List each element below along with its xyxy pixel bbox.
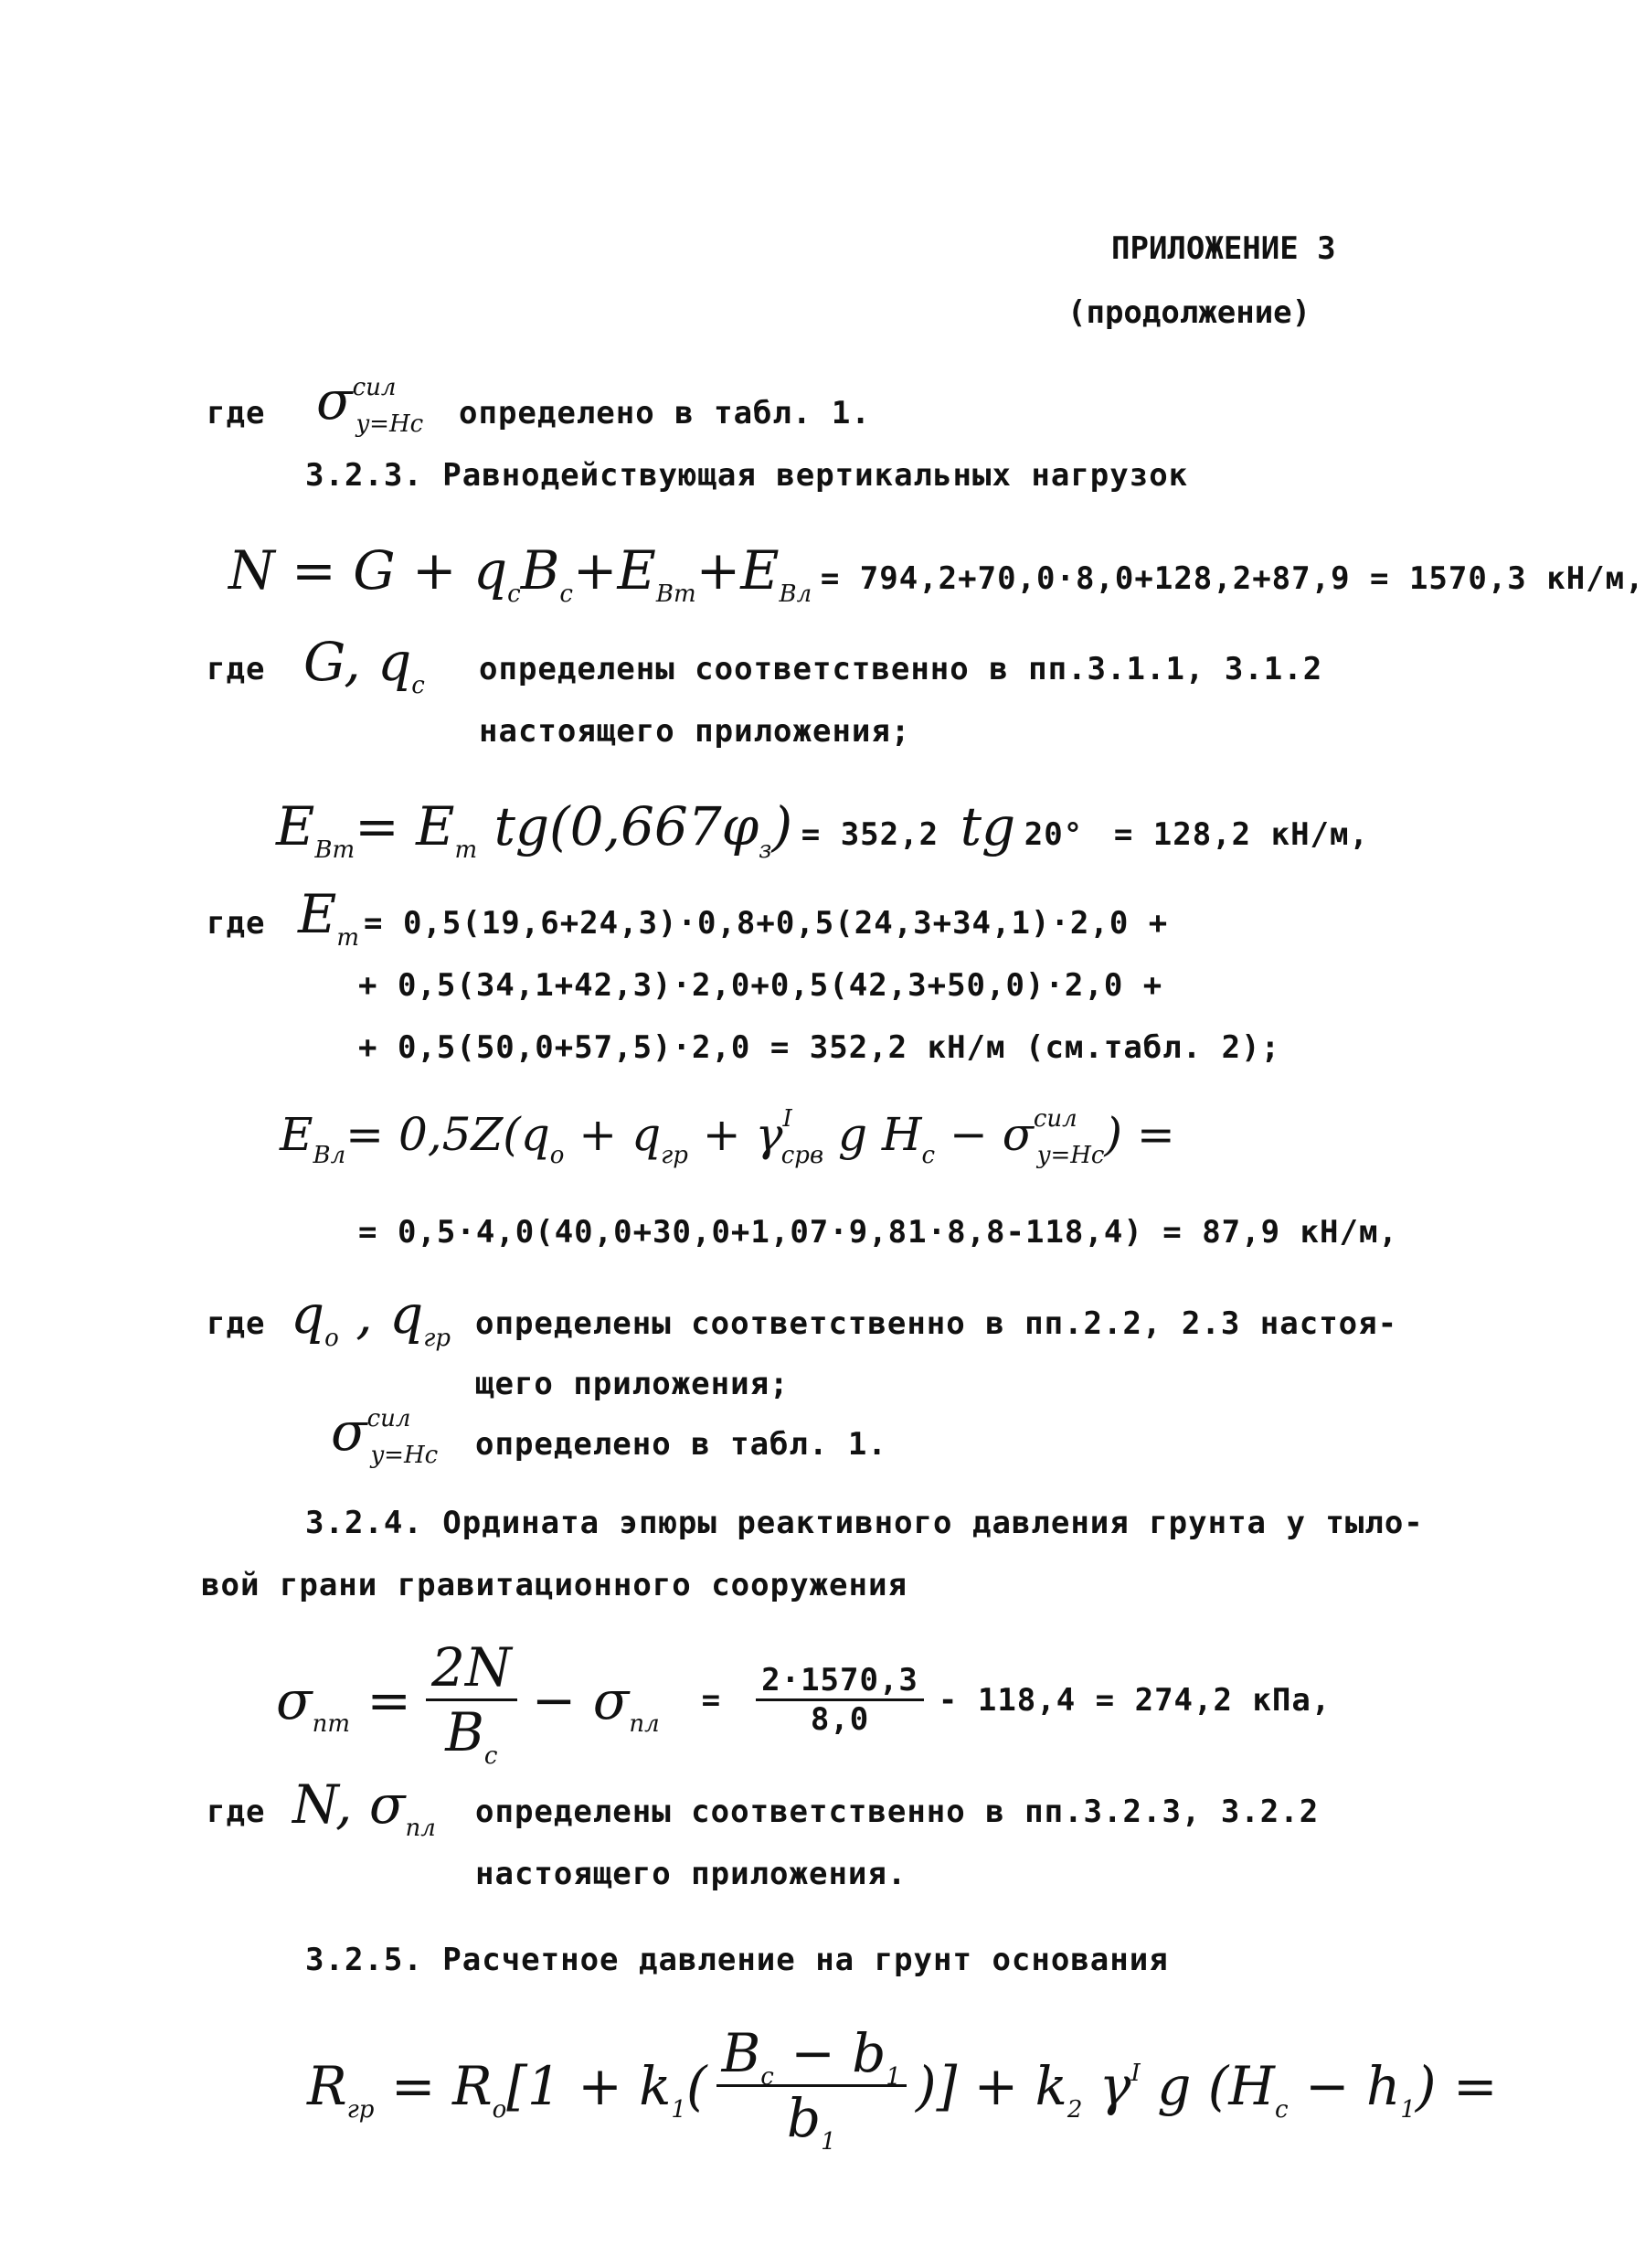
qo-qgr-definition-line-2: щего приложения; bbox=[475, 1366, 790, 1402]
equation-sigma-tail: - 118,4 = 274,2 кПа, bbox=[938, 1681, 1332, 1719]
section-3-2-5-heading: 3.2.5. Расчетное давление на грунт основания bbox=[305, 1942, 1169, 1978]
fraction-numerator: 2·1570,3 bbox=[756, 1662, 924, 1701]
qo-qgr-definition-line-1: определены соответственно в пп.2.2, 2.3 настоя- bbox=[475, 1305, 1398, 1342]
G-qc-symbols: G, $q_c$ bbox=[303, 631, 425, 699]
equation-Et-line-3: + 0,5(50,0+57,5)·2,0 = 352,2 кН/м (см.табл. 2); bbox=[358, 1029, 1281, 1066]
N-sigma-symbols: N, $\sigma_{пл}$ bbox=[292, 1773, 436, 1842]
sigma-sil-symbol: $\sigma^{сил}_{y=Hc}$ bbox=[316, 369, 424, 438]
N-sigma-definition-line-1: определены соответственно в пп.3.2.3, 3.2.2 bbox=[475, 1794, 1320, 1830]
sigma-sil-definition: определено в табл. 1. bbox=[459, 395, 871, 431]
qo-qgr-symbols: $q_o$ , $q_{гр}$ bbox=[291, 1283, 451, 1352]
equation-EBl-symbolic: $E_{Bл}= 0,5Z(q_o + q_{гр} + \gamma^I_{срв}$ g $H_c - \sigma^{сил}_{y=Hc}$) = bbox=[280, 1105, 1175, 1169]
N-sigma-definition-line-2: настоящего приложения. bbox=[475, 1856, 907, 1892]
equation-EBt: $E_{Bт}= E_т$ $tg(0,667\varphi_з) = 352,2$ tg 20° = 128,2 кН/м, bbox=[276, 795, 1369, 864]
fraction-2N-over-Bc: $\frac{2N}{B_c}$ bbox=[426, 1636, 517, 1763]
where-label: где bbox=[207, 395, 266, 431]
section-3-2-4-line-2: вой грани гравитационного сооружения bbox=[201, 1567, 907, 1603]
where-label: где bbox=[207, 651, 266, 687]
equation-Et-line-2: + 0,5(34,1+42,3)·2,0+0,5(42,3+50,0)·2,0 + bbox=[358, 967, 1163, 1004]
where-label: где bbox=[207, 1305, 266, 1342]
sigma-sil-symbol: $\sigma^{сил}_{y=Hc}$ bbox=[331, 1400, 439, 1469]
section-3-2-4-line-1: 3.2.4. Ордината эпюры реактивного давления грунта у тыло- bbox=[305, 1505, 1424, 1541]
sigma-sil-definition-2: определено в табл. 1. bbox=[475, 1426, 887, 1463]
equation-EBl-numeric: = 0,5·4,0(40,0+30,0+1,07·9,81·8,8-118,4) = 87,9 кН/м, bbox=[358, 1214, 1398, 1251]
fraction-numeric bbox=[756, 1662, 924, 1738]
equation-sigma-pt: $\sigma_{пт}$ = $\frac{2N}{B_c}$ − $\sigma_{пл}$ = $\frac{2\cdot 1570,3}{8,0}$ - 118,4 = 274,2 кПа, bbox=[276, 1636, 1332, 1770]
equation-EBt-numeric: = 352,2 bbox=[801, 816, 939, 853]
Et-symbol: $E_т$ bbox=[298, 883, 359, 952]
where-label: где bbox=[207, 1794, 266, 1830]
fraction-denominator: 8,0 bbox=[810, 1701, 870, 1738]
G-qc-definition-line-1: определены соответственно в пп.3.1.1, 3.1.2 bbox=[479, 651, 1323, 687]
equation-Rgr: $R_{гр} = R_o[1 + k_1$( $\frac{B_c - b_1}{b_1}$ )] + $k_2$ $\gamma^I$ g $(H_c - h_1)$ = bbox=[307, 2022, 1498, 2156]
equation-Et-line-1: = 0,5(19,6+24,3)·0,8+0,5(24,3+34,1)·2,0 + bbox=[364, 905, 1169, 942]
section-3-2-3-heading: 3.2.3. Равнодействующая вертикальных нагрузок bbox=[305, 457, 1189, 494]
equation-EBt-angle: 20° bbox=[1024, 816, 1084, 853]
equation-EBt-result: = 128,2 кН/м, bbox=[1113, 816, 1369, 853]
appendix-title: ПРИЛОЖЕНИЕ 3 bbox=[1111, 230, 1336, 267]
where-label: где bbox=[207, 905, 266, 942]
appendix-subtitle: (продолжение) bbox=[1067, 294, 1311, 331]
equation-N: $N = G + q_cB_c+E_{Bт}+E_{Bл} = 794,2+70,0\cdot 8,0+128,2+87,9 = 1570,3$ кН/м, bbox=[228, 539, 1645, 608]
fraction-Bc-b1-over-b1: $\frac{B_c - b_1}{b_1}$ bbox=[716, 2022, 907, 2149]
G-qc-definition-line-2: настоящего приложения; bbox=[479, 713, 911, 750]
equation-N-numeric: = 794,2+70,0·8,0+128,2+87,9 = 1570,3 кН/м, bbox=[820, 560, 1645, 597]
